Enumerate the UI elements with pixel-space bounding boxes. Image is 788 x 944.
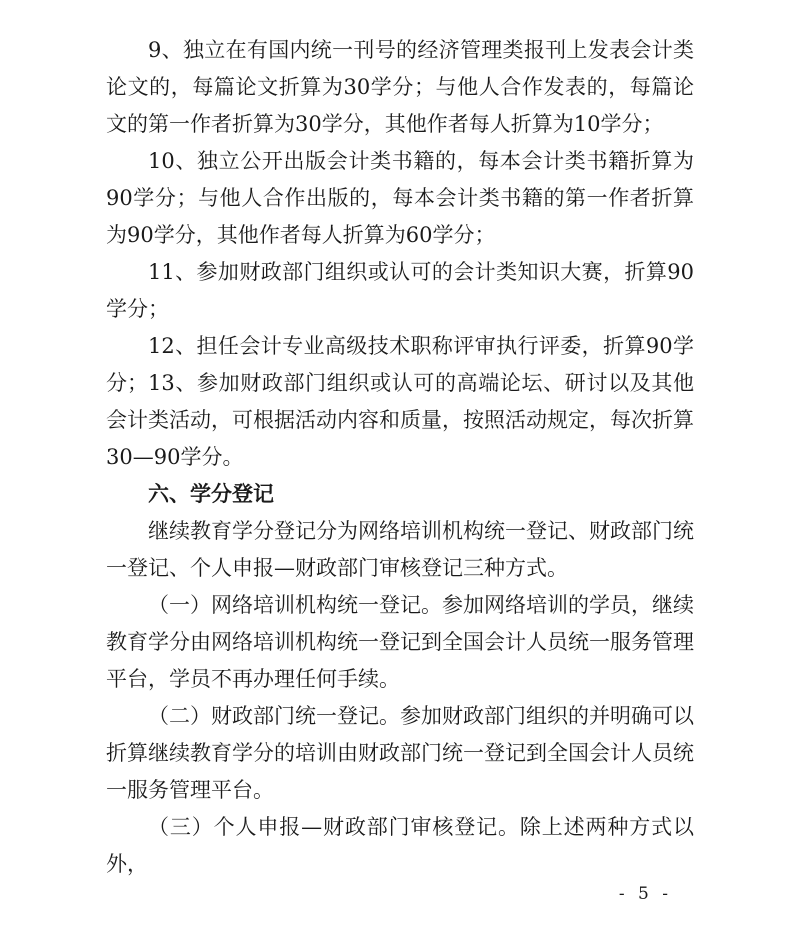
paragraph-item-9: 9、独立在有国内统一刊号的经济管理类报刊上发表会计类论文的，每篇论文折算为30学分；与他人合作发表的，每篇论文的第一作者折算为30学分，其他作者每人折算为10学分； [106, 38, 694, 136]
page-number: - 5 - [618, 884, 672, 904]
paragraph-item-12: 12、担任会计专业高级技术职称评审执行评委，折算90学分； [106, 334, 694, 395]
paragraph-registration-individual: （三）个人申报—财政部门审核登记。除上述两种方式以外， [106, 815, 694, 876]
paragraph-item-10: 10、独立公开出版会计类书籍的，每本会计类书籍折算为90学分；与他人合作出版的，每本会计类书籍的第一作者折算为90学分，其他作者每人折算为60学分； [106, 149, 694, 247]
paragraph-item-13: 13、参加财政部门组织或认可的高端论坛、研讨以及其他会计类活动，可根据活动内容和质量，按照活动规定，每次折算30—90学分。 [106, 371, 694, 469]
paragraph-item-11: 11、参加财政部门组织或认可的会计类知识大赛，折算90学分； [106, 260, 694, 321]
paragraph-registration-network: （一）网络培训机构统一登记。参加网络培训的学员，继续教育学分由网络培训机构统一登记到全国会计人员统一服务管理平台，学员不再办理任何手续。 [106, 593, 694, 691]
paragraph-registration-intro: 继续教育学分登记分为网络培训机构统一登记、财政部门统一登记、个人申报—财政部门审核登记三种方式。 [106, 519, 694, 580]
section-heading: 六、学分登记 [148, 482, 274, 506]
paragraph-registration-finance: （二）财政部门统一登记。参加财政部门组织的并明确可以折算继续教育学分的培训由财政部门统一登记到全国会计人员统一服务管理平台。 [106, 704, 694, 802]
